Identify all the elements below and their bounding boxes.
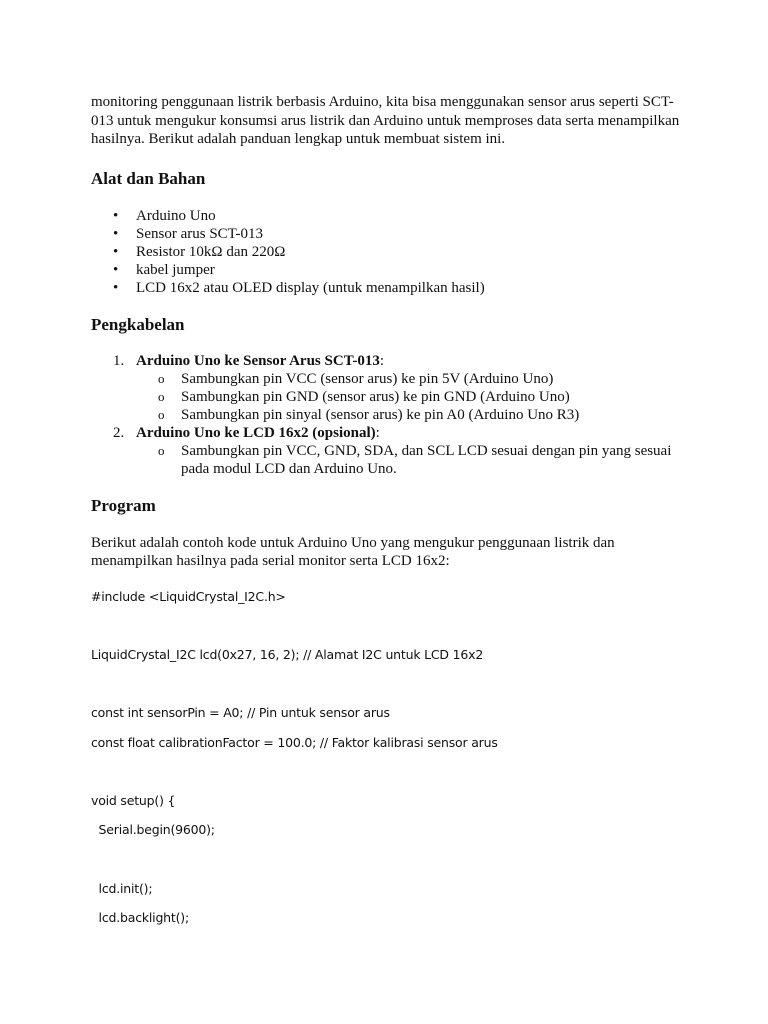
list-item: • Resistor 10kΩ dan 220Ω <box>113 243 286 260</box>
sub-item: o Sambungkan pin GND (sensor arus) ke pin GND (Arduino Uno) <box>158 388 570 405</box>
heading-program: Program <box>91 495 156 515</box>
circle-bullet-icon: o <box>158 406 165 422</box>
bullet-icon: • <box>113 207 119 224</box>
pengkabelan-steps <box>91 352 691 478</box>
sub-list <box>136 370 691 424</box>
list-item: • kabel jumper <box>113 261 215 278</box>
step-title: Arduino Uno ke LCD 16x2 (opsional) <box>136 424 376 441</box>
alat-list <box>91 207 691 297</box>
code-line: #include <LiquidCrystal_I2C.h> <box>91 588 286 604</box>
bullet-icon: • <box>113 243 119 260</box>
document-page <box>91 93 691 926</box>
sub-list <box>136 442 691 478</box>
list-item: • Arduino Uno <box>113 207 216 224</box>
bullet-icon: • <box>113 261 119 278</box>
step-item: 2. Arduino Uno ke LCD 16x2 (opsional): o Sambungkan pin VCC, GND, SDA, dan SCL LCD sesuai dengan pin yang sesuai pada modul LCD dan Arduino Uno. <box>91 424 691 478</box>
step-number: 1. <box>113 352 125 369</box>
intro-paragraph: monitoring penggunaan listrik berbasis Arduino, kita bisa menggunakan sensor arus seperti SCT-013 untuk mengukur konsumsi arus listrik dan Arduino untuk memproses data serta menampilkan hasilnya. Berikut adalah panduan lengkap untuk membuat sistem ini. <box>91 94 680 147</box>
circle-bullet-icon: o <box>158 370 165 386</box>
code-line: lcd.backlight(); <box>91 909 189 925</box>
list-item: • LCD 16x2 atau OLED display (untuk menampilkan hasil) <box>113 279 485 296</box>
code-line: const float calibrationFactor = 100.0; // Faktor kalibrasi sensor arus <box>91 734 498 750</box>
program-intro: Berikut adalah contoh kode untuk Arduino Uno yang mengukur penggunaan listrik dan menampilkan hasilnya pada serial monitor serta LCD 16x2: <box>91 534 615 569</box>
circle-bullet-icon: o <box>158 388 165 404</box>
code-line: const int sensorPin = A0; // Pin untuk sensor arus <box>91 704 390 720</box>
step-number: 2. <box>113 424 125 441</box>
bullet-icon: • <box>113 225 119 242</box>
step-title: Arduino Uno ke Sensor Arus SCT-013 <box>136 352 380 369</box>
code-line: Serial.begin(9600); <box>91 821 215 837</box>
circle-bullet-icon: o <box>158 442 165 458</box>
code-block <box>91 589 691 926</box>
sub-item: o Sambungkan pin VCC, GND, SDA, dan SCL LCD sesuai dengan pin yang sesuai pada modul LCD dan Arduino Uno. <box>158 442 672 477</box>
heading-alat-dan-bahan: Alat dan Bahan <box>91 168 206 188</box>
code-line: lcd.init(); <box>91 880 153 896</box>
code-line: LiquidCrystal_I2C lcd(0x27, 16, 2); // Alamat I2C untuk LCD 16x2 <box>91 646 484 662</box>
list-item: • Sensor arus SCT-013 <box>113 225 263 242</box>
step-item: 1. Arduino Uno ke Sensor Arus SCT-013: o Sambungkan pin VCC (sensor arus) ke pin 5V (Arduino Uno) o Sambungkan pin GND (sensor arus) ke pin GND (Arduino Uno) o Sambungkan pin sinyal (sensor arus) ke pin A0 (Arduino Uno R3) <box>91 352 691 424</box>
bullet-icon: • <box>113 279 119 296</box>
sub-item: o Sambungkan pin sinyal (sensor arus) ke pin A0 (Arduino Uno R3) <box>158 406 580 423</box>
heading-pengkabelan: Pengkabelan <box>91 314 185 334</box>
sub-item: o Sambungkan pin VCC (sensor arus) ke pin 5V (Arduino Uno) <box>158 370 554 387</box>
code-line: void setup() { <box>91 792 176 808</box>
